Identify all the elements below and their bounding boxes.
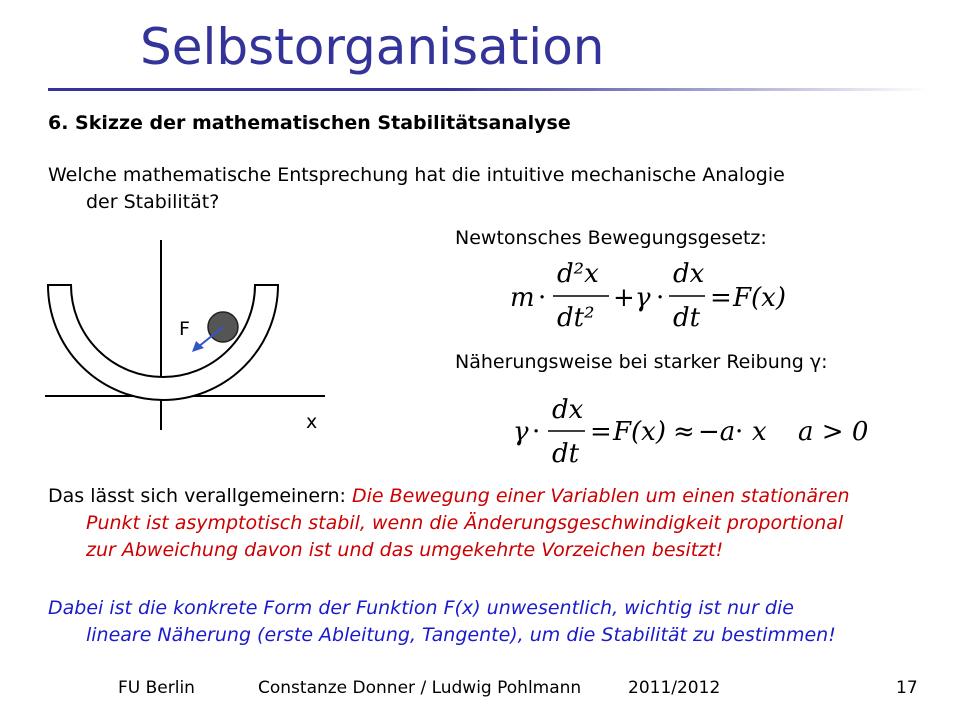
approximation-label: Näherungsweise bei starker Reibung γ:	[455, 351, 828, 373]
generalization-highlight-3: zur Abweichung davon ist und das umgekehrte Vorzeichen besitzt!	[86, 539, 724, 561]
eq2-gamma: γ	[513, 417, 529, 447]
eq2-condition: a > 0	[798, 417, 869, 447]
equation-newton	[505, 252, 815, 334]
equation-approximation	[508, 392, 888, 472]
title-underline	[48, 88, 928, 91]
eq1-dx: dx	[673, 259, 705, 289]
section-heading: 6. Skizze der mathematischen Stabilitätsanalyse	[48, 112, 571, 134]
slide-title: Selbstorganisation	[140, 18, 605, 76]
generalization-highlight-1: Die Bewegung einer Variablen um einen stationären	[352, 485, 850, 507]
eq2-x: x	[752, 417, 767, 447]
footer-year: 2011/2012	[628, 678, 721, 698]
generalization-text	[48, 483, 948, 564]
eq1-d2x: d²x	[557, 259, 599, 289]
note-text	[48, 595, 948, 649]
question-line-2: der Stabilität?	[86, 191, 220, 213]
force-label: F	[179, 318, 190, 340]
footer-page-number: 17	[896, 678, 918, 698]
generalization-highlight-2: Punkt ist asymptotisch stabil, wenn die Änderungsgeschwindigkeit proportional	[86, 512, 844, 534]
eq1-plus: +	[613, 283, 635, 313]
eq1-dot-2: ·	[656, 283, 665, 313]
eq2-dx: dx	[552, 395, 584, 425]
bowl-shape	[48, 285, 278, 400]
footer-institution: FU Berlin	[118, 678, 195, 698]
question-text	[48, 162, 898, 216]
eq1-rhs: F(x)	[733, 283, 786, 313]
eq1-dt: dt	[673, 303, 701, 333]
eq1-m: m	[510, 283, 535, 313]
eq2-dt: dt	[552, 439, 580, 469]
question-line-1: Welche mathematische Entsprechung hat die intuitive mechanische Analogie	[48, 164, 785, 186]
eq1-dot-1: ·	[538, 283, 547, 313]
eq1-dt2: dt²	[557, 303, 595, 333]
eq2-dot-1: ·	[532, 417, 541, 447]
generalization-prefix: Das lässt sich verallgemeinern:	[48, 485, 352, 507]
eq1-equals: =	[710, 283, 732, 313]
eq2-fx: F(x)	[613, 417, 666, 447]
eq2-equals: =	[590, 417, 612, 447]
x-axis-label: x	[306, 411, 318, 433]
eq2-minus-a: −a	[698, 417, 736, 447]
eq2-approx: ≈	[673, 417, 695, 447]
note-line-2: lineare Näherung (erste Ableitung, Tangente), um die Stabilität zu bestimmen!	[86, 624, 836, 646]
newton-law-label: Newtonsches Bewegungsgesetz:	[455, 227, 767, 249]
footer-authors: Constanze Donner / Ludwig Pohlmann	[258, 678, 582, 698]
stability-sketch	[40, 230, 340, 440]
eq2-dot-2: ·	[735, 417, 744, 447]
note-line-1: Dabei ist die konkrete Form der Funktion F(x) unwesentlich, wichtig ist nur die	[48, 597, 794, 619]
eq1-gamma: γ	[635, 283, 651, 313]
